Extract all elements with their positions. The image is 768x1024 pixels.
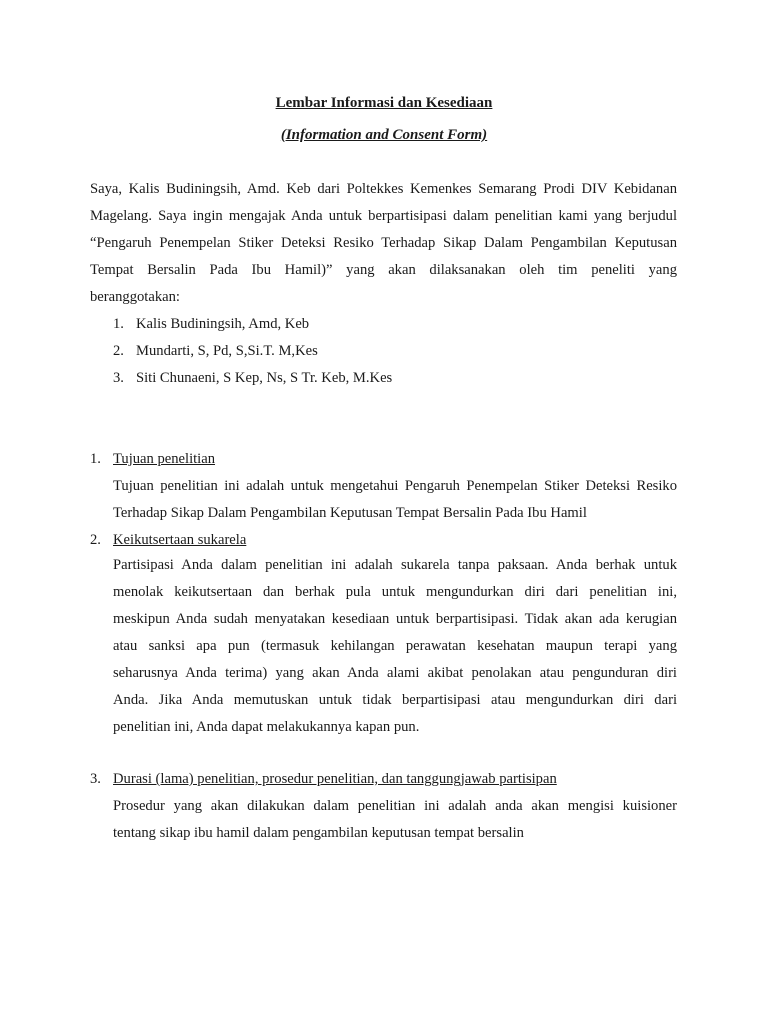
section-heading-tujuan <box>0 446 768 473</box>
intro-line: Magelang. Saya ingin mengajak Anda untuk berpartisipasi dalam penelitian kami yang berjudul <box>90 208 677 224</box>
section-body-durasi <box>113 793 677 847</box>
section-number: 3. <box>90 771 101 787</box>
body-line: penelitian ini, Anda dapat melakukannya kapan pun. <box>113 719 420 735</box>
section-number: 2. <box>90 532 101 548</box>
section-heading-durasi <box>0 766 768 793</box>
document-title: Lembar Informasi dan Kesediaan <box>275 95 493 111</box>
list-number: 2. <box>113 343 124 359</box>
member-name: Siti Chunaeni, S Kep, Ns, S Tr. Keb, M.Kes <box>136 370 393 386</box>
list-number: 1. <box>113 316 124 332</box>
body-line: tentang sikap ibu hamil dalam pengambilan keputusan tempat bersalin <box>113 825 524 841</box>
body-line: Partisipasi Anda dalam penelitian ini adalah sukarela tanpa paksaan. Anda berhak untuk <box>113 557 677 573</box>
section-title: Keikutsertaan sukarela <box>113 532 247 548</box>
intro-line: Saya, Kalis Budiningsih, Amd. Keb dari Poltekkes Kemenkes Semarang Prodi DIV Kebidanan <box>90 181 677 197</box>
body-line: atau sanksi apa pun (termasuk kehilangan perawatan kesehatan maupun terapi yang <box>113 638 677 654</box>
intro-line: “Pengaruh Penempelan Stiker Deteksi Resiko Terhadap Sikap Dalam Pengambilan Keputusan <box>90 235 677 251</box>
section-title: Durasi (lama) penelitian, prosedur penelitian, dan tanggungjawab partisipan <box>113 771 557 787</box>
body-line: Tujuan penelitian ini adalah untuk mengetahui Pengaruh Penempelan Stiker Deteksi Resiko <box>113 478 677 494</box>
section-number: 1. <box>90 451 101 467</box>
intro-paragraph <box>90 176 677 311</box>
body-line: seharusnya Anda terima) yang akan Anda alami akibat penolakan atau pengunduran diri <box>113 665 677 681</box>
body-line: Terhadap Sikap Dalam Pengambilan Keputusan Tempat Bersalin Pada Ibu Hamil <box>113 505 587 521</box>
list-number: 3. <box>113 370 124 386</box>
section-body-keikutsertaan <box>113 552 677 741</box>
body-line: Anda. Jika Anda memutuskan untuk tidak berpartisipasi atau mengundurkan diri dari <box>113 692 677 708</box>
member-name: Kalis Budiningsih, Amd, Keb <box>136 316 310 332</box>
section-heading-keikutsertaan <box>0 527 768 554</box>
intro-line: beranggotakan: <box>90 289 180 305</box>
section-body-tujuan <box>113 473 677 527</box>
intro-line: Tempat Bersalin Pada Ibu Hamil)” yang akan dilaksanakan oleh tim peneliti yang <box>90 262 677 278</box>
body-line: Prosedur yang akan dilakukan dalam penelitian ini adalah anda akan mengisi kuisioner <box>113 798 677 814</box>
body-line: menolak keikutsertaan dan berhak pula untuk mengundurkan diri dari penelitian ini, <box>113 584 677 600</box>
section-title: Tujuan penelitian <box>113 451 216 467</box>
document-subtitle: (Information and Consent Form) <box>280 127 488 143</box>
body-line: meskipun Anda sudah menyatakan kesediaan untuk berpartisipasi. Tidak akan ada kerugian <box>113 611 677 627</box>
member-name: Mundarti, S, Pd, S,Si.T. M,Kes <box>136 343 318 359</box>
